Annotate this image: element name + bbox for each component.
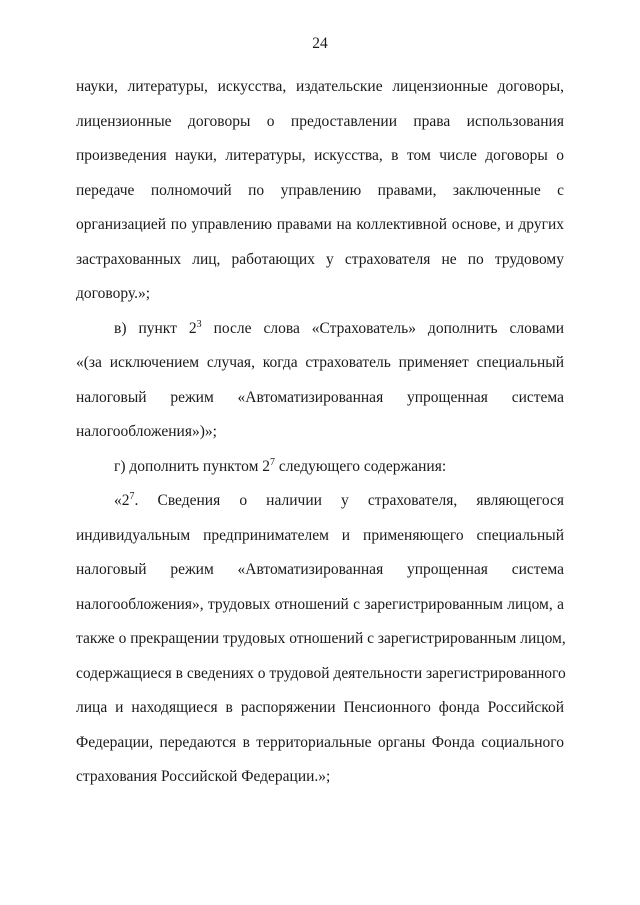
paragraph-2-superscript: 3 — [196, 319, 202, 330]
paragraph-4-line-2: индивидуальным предпринимателем и применяющего специальный — [76, 527, 564, 544]
paragraph-4-superscript: 7 — [129, 491, 135, 502]
paragraph-1-line-5: организацией по управлению правами на коллективной основе, и других — [76, 216, 564, 233]
paragraph-4-line-9: страхования Российской Федерации.»; — [76, 768, 331, 785]
paragraph-2-line-1-post: после слова «Страхователь» дополнить словами — [201, 320, 565, 337]
paragraph-2-line-1-pre: в) пункт 2 — [114, 320, 197, 337]
paragraph-2-line-1 — [114, 319, 564, 339]
paragraph-1-line-3: произведения науки, литературы, искусства, в том числе договоры о — [76, 147, 564, 164]
page-number: 24 — [312, 35, 328, 52]
paragraph-2-line-3: налоговый режим «Автоматизированная упрощенная система — [76, 389, 564, 406]
paragraph-3-line-1-pre: г) дополнить пунктом 2 — [114, 458, 271, 475]
paragraph-4-line-1-post: . Сведения о наличии у страхователя, являющегося — [134, 492, 564, 509]
paragraph-3-superscript: 7 — [270, 457, 276, 468]
paragraph-4-line-3: налоговый режим «Автоматизированная упрощенная система — [76, 561, 564, 578]
paragraph-4-line-8: Федерации, передаются в территориальные органы Фонда социального — [76, 734, 564, 751]
paragraph-2-line-4: налогообложения»)»; — [76, 423, 217, 440]
paragraph-1-line-4: передаче полномочий по управлению правами, заключенные с — [76, 182, 564, 199]
paragraph-4-line-1-pre: «2 — [114, 492, 130, 509]
paragraph-4-line-5: также о прекращении трудовых отношений с зарегистрированным лицом, — [76, 630, 566, 647]
paragraph-1-line-7: договору.»; — [76, 285, 150, 302]
paragraph-3-line-1 — [114, 457, 564, 477]
paragraph-4-line-4: налогообложения», трудовых отношений с зарегистрированным лицом, а — [76, 596, 564, 613]
paragraph-1-line-2: лицензионные договоры о предоставлении права использования — [76, 113, 564, 130]
paragraph-1-line-1: науки, литературы, искусства, издательские лицензионные договоры, — [76, 78, 564, 95]
paragraph-2-line-2: «(за исключением случая, когда страхователь применяет специальный — [76, 354, 564, 371]
paragraph-1-line-6: застрахованных лиц, работающих у страхователя не по трудовому — [76, 251, 564, 268]
paragraph-3-line-1-post: следующего содержания: — [275, 458, 447, 475]
paragraph-4-line-7: лица и находящиеся в распоряжении Пенсионного фонда Российской — [76, 699, 564, 716]
paragraph-4-line-6: содержащиеся в сведениях о трудовой деятельности зарегистрированного — [76, 665, 566, 682]
paragraph-4-line-1 — [114, 491, 564, 511]
